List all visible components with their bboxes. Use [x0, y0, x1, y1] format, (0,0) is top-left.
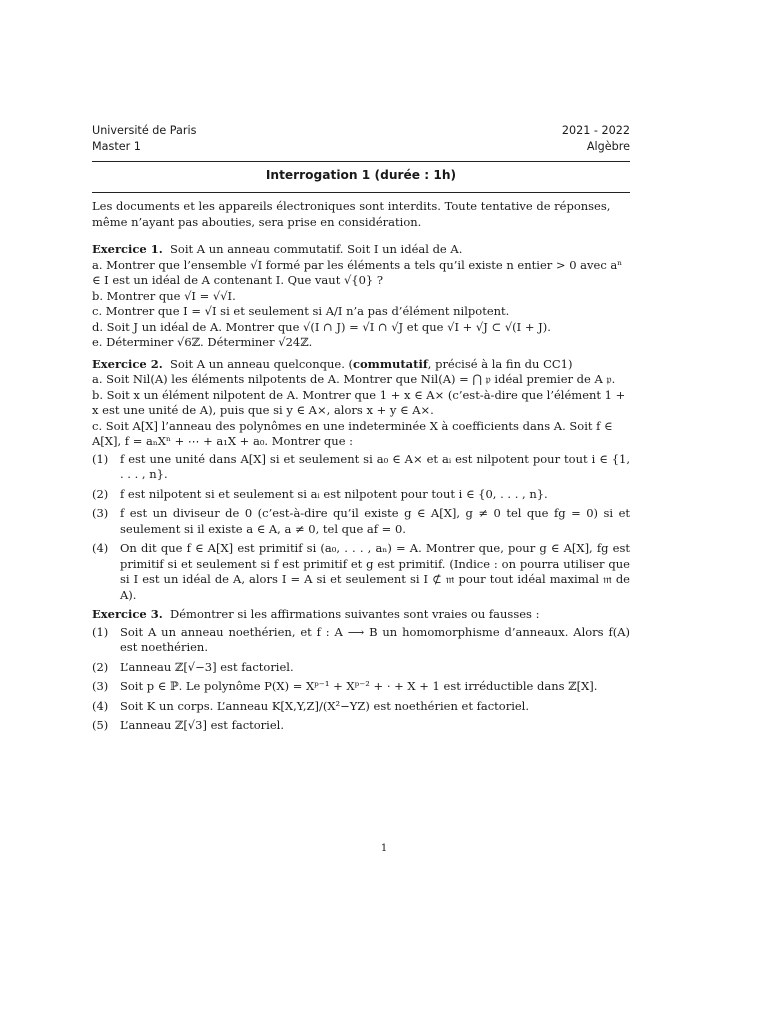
header-row-1	[92, 123, 630, 139]
exercise-3-statement: Démontrer si les affirmations suivantes sont vraies ou fausses :	[170, 607, 540, 621]
list-item	[92, 718, 630, 734]
item-number: (3)	[92, 679, 109, 693]
course-level: Master 1	[92, 140, 141, 153]
item-number: (4)	[92, 541, 109, 555]
item-number: (4)	[92, 698, 109, 713]
exercise-3-sublist	[92, 625, 630, 734]
list-item	[92, 506, 630, 537]
university-name: Université de Paris	[92, 124, 197, 137]
item-number: (5)	[92, 718, 109, 732]
exercise-2-statement-bold: commutatif	[353, 356, 428, 371]
exercise-2-label: Exercice 2.	[92, 356, 163, 371]
item-number: (3)	[92, 506, 109, 520]
item-text: f est une unité dans A[X] si et seulement si a₀ ∈ A× et aᵢ est nilpotent pour tout i ∈ {1, . . . , n}.	[120, 451, 630, 481]
item-number: (2)	[92, 659, 109, 674]
exercise-1-item-d: d. Soit J un idéal de A. Montrer que √(I ∩ J) = √I ∩ √J et que √I + √J ⊂ √(I + J).	[92, 319, 551, 334]
course-subject: Algèbre	[586, 140, 630, 153]
list-item	[92, 699, 630, 715]
exercise-3	[92, 607, 630, 734]
item-text: f est nilpotent si et seulement si aᵢ est nilpotent pour tout i ∈ {0, . . . , n}.	[120, 486, 548, 501]
exercise-1-item-e: e. Déterminer √6ℤ. Déterminer √24ℤ.	[92, 335, 313, 349]
list-item	[92, 679, 630, 695]
exercise-1-item-a: a. Montrer que l’ensemble √I formé par les éléments a tels qu’il existe n entier > 0 avec aⁿ ∈ I est un idéal de A contenant I. Que vaut √{0} ?	[92, 257, 623, 287]
header-row-2	[92, 139, 630, 155]
instructions: Les documents et les appareils électroniques sont interdits. Toute tentative de réponses, même n’ayant pas abouties, sera prise en considération.	[92, 199, 611, 229]
title-rule	[92, 192, 630, 193]
list-item	[92, 487, 630, 503]
exercise-2-statement-pre: Soit A un anneau quelconque. (	[170, 356, 353, 371]
list-item	[92, 660, 630, 676]
exercise-1-statement: Soit A un anneau commutatif. Soit I un idéal de A.	[170, 242, 463, 256]
list-item	[92, 541, 630, 603]
exercise-2-statement-post: , précisé à la fin du CC1)	[427, 356, 573, 371]
exam-page	[92, 123, 630, 738]
page-number: 1	[380, 843, 388, 854]
list-item	[92, 452, 630, 483]
academic-year: 2021 - 2022	[561, 124, 630, 137]
exercise-3-label: Exercice 3.	[92, 607, 163, 621]
item-number: (2)	[92, 486, 109, 501]
exercise-2-sublist	[92, 452, 630, 604]
exercise-1-label: Exercice 1.	[92, 242, 163, 256]
exercise-2	[92, 357, 630, 604]
exercise-2-item-c: c. Soit A[X] l’anneau des polynômes en une indeterminée X à coefficients dans A. Soit f ∈ A[X], f = aₙXⁿ + ⋯ + a₁X + a₀. Montrer que :	[92, 418, 613, 448]
item-text: L’anneau ℤ[√−3] est factoriel.	[120, 659, 294, 674]
exam-title: Interrogation 1 (durée : 1h)	[265, 168, 457, 182]
item-text: Soit p ∈ ℙ. Le polynôme P(X) = Xᵖ⁻¹ + Xᵖ⁻² + · + X + 1 est irréductible dans ℤ[X].	[120, 679, 598, 693]
item-text: L’anneau ℤ[√3] est factoriel.	[120, 718, 284, 732]
exercise-1	[92, 242, 630, 351]
item-text: Soit A un anneau noethérien, et f : A ⟶ B un homomorphisme d’anneaux. Alors f(A) est noethérien.	[120, 624, 630, 654]
item-text: On dit que f ∈ A[X] est primitif si (a₀, . . . , aₙ) = A. Montrer que, pour g ∈ A[X], fg est primitif si et seulement si f est primitif et g est primitif. (Indice : on pourra utiliser que si I est un idéal de A, alors I = A si et seulement si I ⊄ 𝔪 pour tout idéal maximal 𝔪 de A).	[120, 541, 630, 602]
exercise-2-item-a: a. Soit Nil(A) les éléments nilpotents de A. Montrer que Nil(A) = ⋂ 𝔭 idéal premier de A 𝔭.	[92, 372, 616, 386]
list-item	[92, 625, 630, 656]
item-text: f est un diviseur de 0 (c’est-à-dire qu’il existe g ∈ A[X], g ≠ 0 tel que fg = 0) si et seulement si il existe a ∈ A, a ≠ 0, tel que af = 0.	[120, 506, 630, 536]
exercise-1-item-b: b. Montrer que √I = √√I.	[92, 288, 236, 303]
item-number: (1)	[92, 624, 109, 639]
item-number: (1)	[92, 451, 109, 466]
exercise-1-item-c: c. Montrer que I = √I si et seulement si A/I n’a pas d’élément nilpotent.	[92, 304, 510, 318]
exercise-2-item-b: b. Soit x un élément nilpotent de A. Montrer que 1 + x ∈ A× (c’est-à-dire que l’élément 1 + x est une unité de A), puis que si y ∈ A×, alors x + y ∈ A×.	[92, 387, 626, 417]
item-text: Soit K un corps. L’anneau K[X,Y,Z]/(X²−YZ) est noethérien et factoriel.	[120, 698, 530, 713]
